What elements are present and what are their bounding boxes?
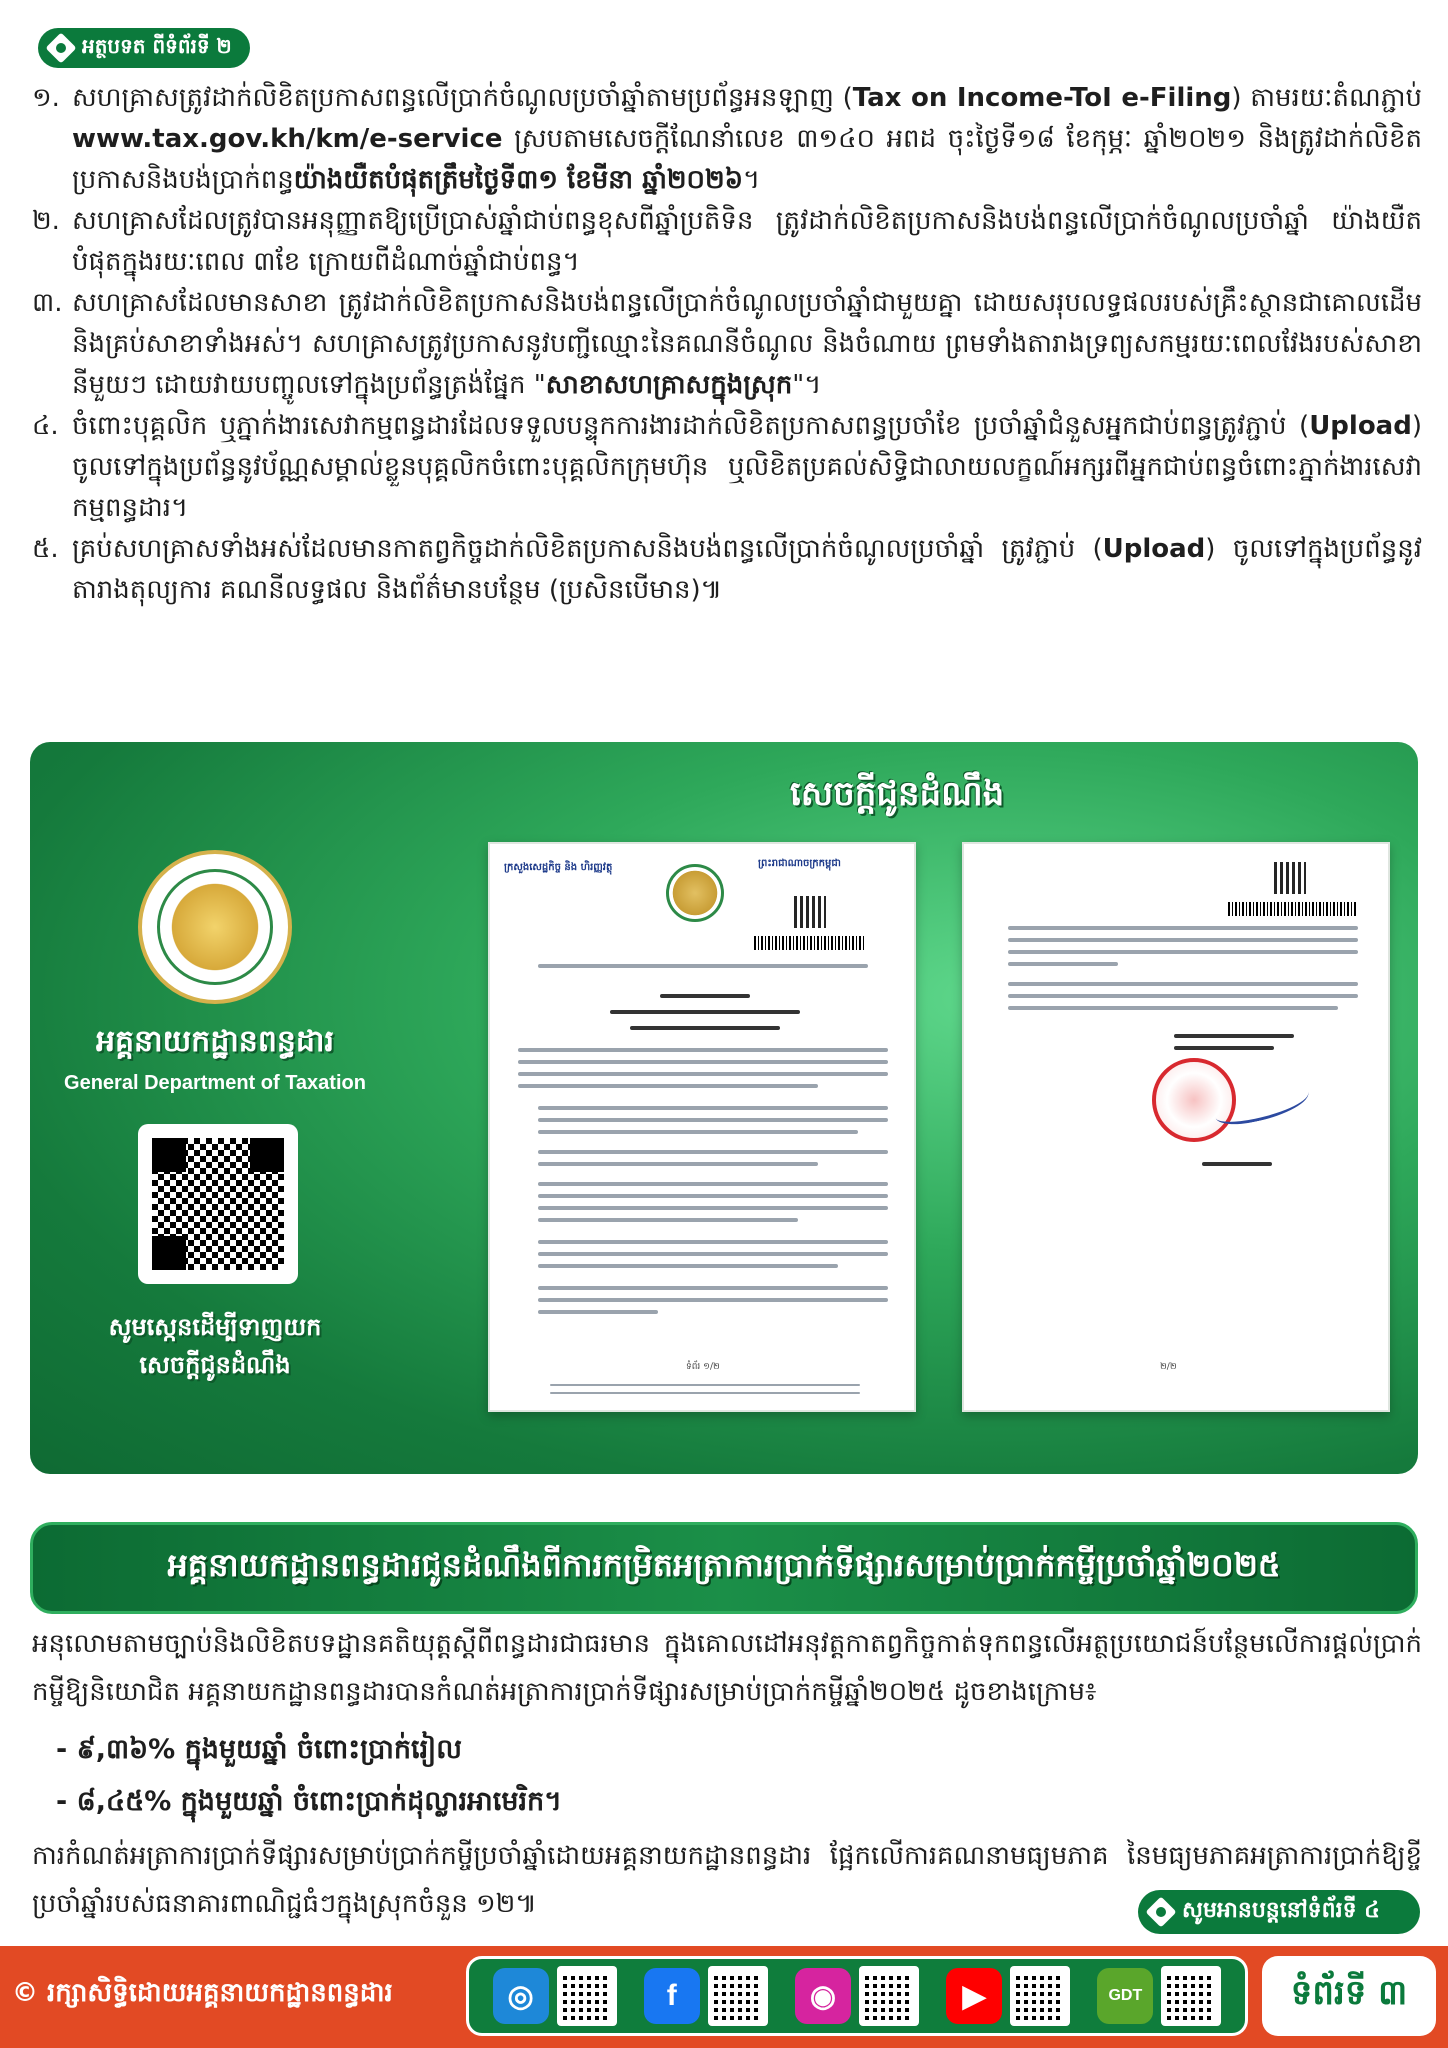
- barcode-icon: [1228, 902, 1358, 916]
- list-item: [32, 406, 1422, 529]
- youtube-icon[interactable]: ▶: [946, 1968, 1002, 2024]
- footer: [0, 1946, 1448, 2048]
- diamond-icon: [45, 32, 76, 63]
- facebook-qr-icon[interactable]: [708, 1966, 768, 2026]
- scan-note: សូមស្កេនដើម្បីទាញយក សេចក្តីជូនដំណឹង: [108, 1313, 322, 1379]
- intro-paragraph: អនុលោមតាមច្បាប់និងលិខិតបទដ្ឋានគតិយុត្តស្តីពីពន្ធដារជាធរមាន ក្នុងគោលដៅអនុវត្តកាតព្វកិច្ចកាត់ទុកពន្ធលើអត្ថប្រយោជន៍បន្ថែមលើការផ្តល់ប្រាក់កម្ចីឱ្យនិយោជិត អគ្គនាយកដ្ឋានពន្ធដារបានកំណត់អត្រាការប្រាក់ទីផ្សារសម្រាប់ប្រាក់កម្ចីឆ្នាំ២០២៥ ដូចខាងក្រោម៖: [32, 1629, 1422, 1707]
- item-text: ចំពោះបុគ្គលិក ឬភ្នាក់ងារសេវាកម្មពន្ធដារដែលទទួលបន្ទុកការងារដាក់លិខិតប្រកាសពន្ធប្រចាំខែ ប្រចាំឆ្នាំជំនួសអ្នកជាប់ពន្ធត្រូវភ្ជាប់ (Upload) ចូលទៅក្នុងប្រព័ន្ធនូវប័ណ្ណសម្គាល់ខ្លួនបុគ្គលិកចំពោះបុគ្គលិកក្រុមហ៊ុន ឬលិខិតប្រគល់សិទ្ធិជាលាយលក្ខណ៍អក្សរពីអ្នកជាប់ពន្ធចំពោះភ្នាក់ងារសេវាកម្មពន្ធដារ។: [72, 411, 1422, 523]
- method-paragraph: ការកំណត់អត្រាការប្រាក់ទីផ្សារសម្រាប់ប្រាក់កម្ចីប្រចាំឆ្នាំដោយអគ្គនាយកដ្ឋានពន្ធដារ ផ្អែកលើការគណនាមធ្យមភាគ នៃមធ្យមភាគអត្រាការប្រាក់ឱ្យខ្ចីប្រចាំឆ្នាំរបស់ធនាគារពាណិជ្ជធំៗក្នុងស្រុកចំនួន ១២៕: [32, 1841, 1422, 1919]
- riel-rate: - ៩,៣៦% ក្នុងមួយឆ្នាំ ចំពោះប្រាក់រៀល: [56, 1734, 462, 1765]
- item-text: សហគ្រាសដែលត្រូវបានអនុញ្ញាតឱ្យប្រើប្រាស់ឆ្នាំជាប់ពន្ធខុសពីឆ្នាំប្រតិទិន ត្រូវដាក់លិខិតប្រកាសនិងបង់ពន្ធលើប្រាក់ចំណូលប្រចាំឆ្នាំ យ៉ាងយឺតបំផុតក្នុងរយៈពេល ៣ខែ ក្រោយពីដំណាច់ឆ្នាំជាប់ពន្ធ។: [72, 206, 1422, 277]
- social-gdt-news[interactable]: [1097, 1966, 1221, 2026]
- gdt-name-kh: អគ្គនាយកដ្ឋានពន្ធដារ: [95, 1024, 335, 1059]
- website-qr-icon[interactable]: [557, 1966, 617, 2026]
- doc-emblem-icon: [666, 864, 724, 922]
- notice-document-page-1[interactable]: [488, 842, 916, 1412]
- continued-from-page-tag: [38, 28, 250, 68]
- item-number: ១.: [32, 83, 60, 113]
- gdt-news-qr-icon[interactable]: [1161, 1966, 1221, 2026]
- youtube-qr-icon[interactable]: [1010, 1966, 1070, 2026]
- gdt-name-en: General Department of Taxation: [64, 1072, 366, 1094]
- item-number: ២.: [32, 206, 60, 236]
- gdt-logo: [138, 850, 292, 1004]
- doc-page-number: ទំព័រ ១/២: [686, 1362, 720, 1372]
- section-banner: [30, 1522, 1418, 1614]
- notice-panel: [30, 742, 1418, 1474]
- banner-title: អគ្គនាយកដ្ឋានពន្ធដារជូនដំណឹងពីការកម្រិតអត្រាការប្រាក់ទីផ្សារសម្រាប់ប្រាក់កម្ចីប្រចាំឆ្នាំ២០២៥: [167, 1545, 1281, 1584]
- page-number: ទំព័រទី ៣: [1262, 1956, 1436, 2036]
- requirements-list: [32, 78, 1422, 611]
- emblem-icon: [157, 869, 273, 985]
- e-service-link[interactable]: www.tax.gov.kh/km/e-service: [72, 124, 503, 154]
- barcode-icon: [754, 936, 864, 950]
- list-item: [32, 78, 1422, 201]
- doc-qr-icon: [794, 896, 826, 928]
- item-number: ៣.: [32, 288, 63, 318]
- list-item: [32, 201, 1422, 283]
- diamond-icon: [1145, 1896, 1176, 1927]
- gdt-news-icon[interactable]: GDT: [1097, 1968, 1153, 2024]
- item-text: សហគ្រាសដែលមានសាខា ត្រូវដាក់លិខិតប្រកាសនិងបង់ពន្ធលើប្រាក់ចំណូលប្រចាំឆ្នាំជាមួយគ្នា ដោយសរុបលទ្ធផលរបស់គ្រឹះស្ថានជាគោលដើម និងគ្រប់សាខាទាំងអស់។ សហគ្រាសត្រូវប្រកាសនូវបញ្ជីឈ្មោះនៃគណនីចំណូល និងចំណាយ ព្រមទាំងតារាងទ្រព្យសកម្មរយៈពេលវែងរបស់សាខានីមួយៗ ដោយវាយបញ្ចូលទៅក្នុងប្រព័ន្ធត្រង់ផ្នែក "សាខាសហគ្រាសក្នុងស្រុក"។: [72, 288, 1422, 400]
- continue-reading-tag[interactable]: [1138, 1890, 1420, 1934]
- notice-document-page-2[interactable]: [962, 842, 1390, 1412]
- list-item: [32, 283, 1422, 406]
- item-text: គ្រប់សហគ្រាសទាំងអស់ដែលមានកាតព្វកិច្ចដាក់លិខិតប្រកាសនិងបង់ពន្ធលើប្រាក់ចំណូលប្រចាំឆ្នាំ ត្រូវភ្ជាប់ (Upload) ចូលទៅក្នុងប្រព័ន្ធនូវតារាងតុល្យការ គណនីលទ្ធផល និងព័ត៌មានបន្ថែម (ប្រសិនបើមាន)៕: [72, 534, 1422, 605]
- usd-rate: - ៨,៤៥% ក្នុងមួយឆ្នាំ ចំពោះប្រាក់ដុល្លារអាមេរិក។: [56, 1786, 562, 1817]
- tag-label: អត្ថបទត ពីទំព័រទី ២: [82, 34, 232, 58]
- doc-ministry-header: ក្រសួងសេដ្ឋកិច្ច និង ហិរញ្ញវត្ថុ: [504, 862, 613, 873]
- social-instagram[interactable]: [795, 1966, 919, 2026]
- item-number: ៤.: [32, 411, 59, 441]
- facebook-icon[interactable]: f: [644, 1968, 700, 2024]
- qr-code[interactable]: [138, 1124, 298, 1284]
- panel-title: សេចក្តីជូនដំណឹង: [790, 774, 1005, 814]
- copyright: © រក្សាសិទ្ធិដោយអគ្គនាយកដ្ឋានពន្ធដារ: [12, 1978, 393, 2008]
- item-number: ៥.: [32, 534, 59, 564]
- social-youtube[interactable]: [946, 1966, 1070, 2026]
- continue-label: សូមអានបន្តនៅទំព័រទី ៤: [1182, 1898, 1380, 1923]
- doc-qr-icon: [1274, 862, 1306, 894]
- social-facebook[interactable]: [644, 1966, 768, 2026]
- list-item: [32, 529, 1422, 611]
- social-website[interactable]: [493, 1966, 617, 2026]
- instagram-icon[interactable]: ◉: [795, 1968, 851, 2024]
- instagram-qr-icon[interactable]: [859, 1966, 919, 2026]
- qr-code-icon: [152, 1138, 284, 1270]
- doc-page-number: ២/២: [1160, 1362, 1177, 1372]
- website-icon[interactable]: ◎: [493, 1968, 549, 2024]
- social-links: [466, 1956, 1248, 2036]
- doc-kingdom-header: ព្រះរាជាណាចក្រកម្ពុជា: [758, 858, 841, 869]
- item-text: សហគ្រាសត្រូវដាក់លិខិតប្រកាសពន្ធលើប្រាក់ចំណូលប្រចាំឆ្នាំតាមប្រព័ន្ធអនឡាញ (Tax on Income-ToI e-Filing) តាមរយៈតំណភ្ជាប់ www.tax.gov.kh/km/e-service ស្របតាមសេចក្តីណែនាំលេខ ៣១៤០ អពដ ចុះថ្ងៃទី១៨ ខែកុម្ភៈ ឆ្នាំ២០២១ និងត្រូវដាក់លិខិតប្រកាសនិងបង់ប្រាក់ពន្ធយ៉ាងយឺតបំផុតត្រឹមថ្ងៃទី៣១ ខែមីនា ឆ្នាំ២០២៦។: [72, 83, 1422, 195]
